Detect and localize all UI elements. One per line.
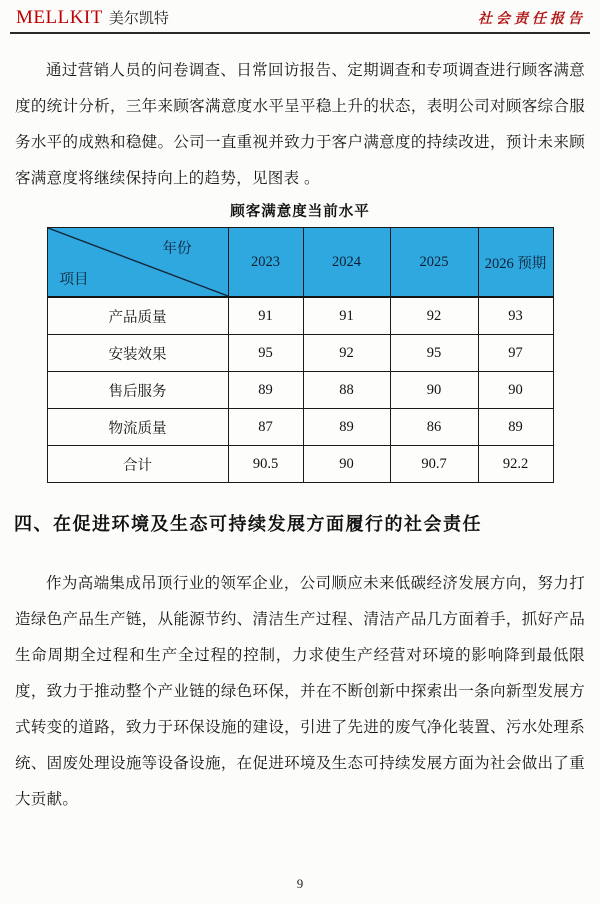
cell-value: 92 <box>390 297 478 335</box>
cell-value: 95 <box>390 335 478 372</box>
corner-label-year: 年份 <box>162 241 192 257</box>
satisfaction-table <box>47 227 554 483</box>
brand-logo-latin: MELLKIT <box>16 7 103 28</box>
cell-value: 92.2 <box>478 446 553 483</box>
page-number: 9 <box>296 876 304 891</box>
row-label: 售后服务 <box>47 372 228 409</box>
table-title: 顾客满意度当前水平 <box>230 204 370 220</box>
table-row <box>47 297 553 335</box>
section-heading-environment: 四、在促进环境及生态可持续发展方面履行的社会责任 <box>14 514 482 534</box>
cell-value: 89 <box>478 409 553 446</box>
corner-label-item: 项目 <box>59 272 89 288</box>
table-row <box>47 372 553 409</box>
cell-value: 90.7 <box>390 446 478 483</box>
table-header-row <box>47 228 553 298</box>
paragraph-environment: 作为高端集成吊顶行业的领军企业，公司顺应未来低碳经济发展方向，努力打造绿色产品生产链，从能源节约、清洁生产过程、清洁产品几方面着手，抓好产品生命周期全过程和生产全过程的控制，力求使生产经营对环境的影响降到最低限度，致力于推动整个产业链的绿色环保，并在不断创新中探索出一条向新型发展方式转变的道路，致力于环保设施的建设，引进了先进的废气净化装置、污水处理系统、固废处理设施等设备设施，在促进环境及生态可持续发展方面为社会做出了重大贡献。 <box>15 575 585 808</box>
cell-value: 89 <box>303 409 390 446</box>
cell-value: 87 <box>228 409 303 446</box>
table-corner-cell <box>47 228 228 298</box>
cell-value: 91 <box>228 297 303 335</box>
cell-value: 90 <box>478 372 553 409</box>
page-header <box>10 0 590 34</box>
cell-value: 89 <box>228 372 303 409</box>
row-label: 产品质量 <box>47 297 228 335</box>
brand-logo <box>16 7 169 29</box>
document-title: 社会责任报告 <box>478 12 586 27</box>
row-label: 安装效果 <box>47 335 228 372</box>
cell-value: 90.5 <box>228 446 303 483</box>
cell-value: 90 <box>303 446 390 483</box>
row-label: 合计 <box>47 446 228 483</box>
brand-logo-cjk: 美尔凯特 <box>108 10 169 27</box>
column-header-2023: 2023 <box>228 228 303 298</box>
cell-value: 97 <box>478 335 553 372</box>
cell-value: 91 <box>303 297 390 335</box>
table-row <box>47 335 553 372</box>
column-header-2026-forecast: 2026 预期 <box>478 228 553 298</box>
cell-value: 88 <box>303 372 390 409</box>
cell-value: 90 <box>390 372 478 409</box>
row-label: 物流质量 <box>47 409 228 446</box>
cell-value: 92 <box>303 335 390 372</box>
column-header-2024: 2024 <box>303 228 390 298</box>
cell-value: 86 <box>390 409 478 446</box>
table-row <box>47 409 553 446</box>
cell-value: 93 <box>478 297 553 335</box>
column-header-2025: 2025 <box>390 228 478 298</box>
cell-value: 95 <box>228 335 303 372</box>
table-row-total <box>47 446 553 483</box>
paragraph-customer-satisfaction: 通过营销人员的问卷调查、日常回访报告、定期调查和专项调查进行顾客满意度的统计分析，三年来顾客满意度水平呈平稳上升的状态，表明公司对顾客综合服务水平的成熟和稳健。公司一直重视并致力于客户满意度的持续改进，预计未来顾客满意度将继续保持向上的趋势，见图表 。 <box>15 62 585 187</box>
